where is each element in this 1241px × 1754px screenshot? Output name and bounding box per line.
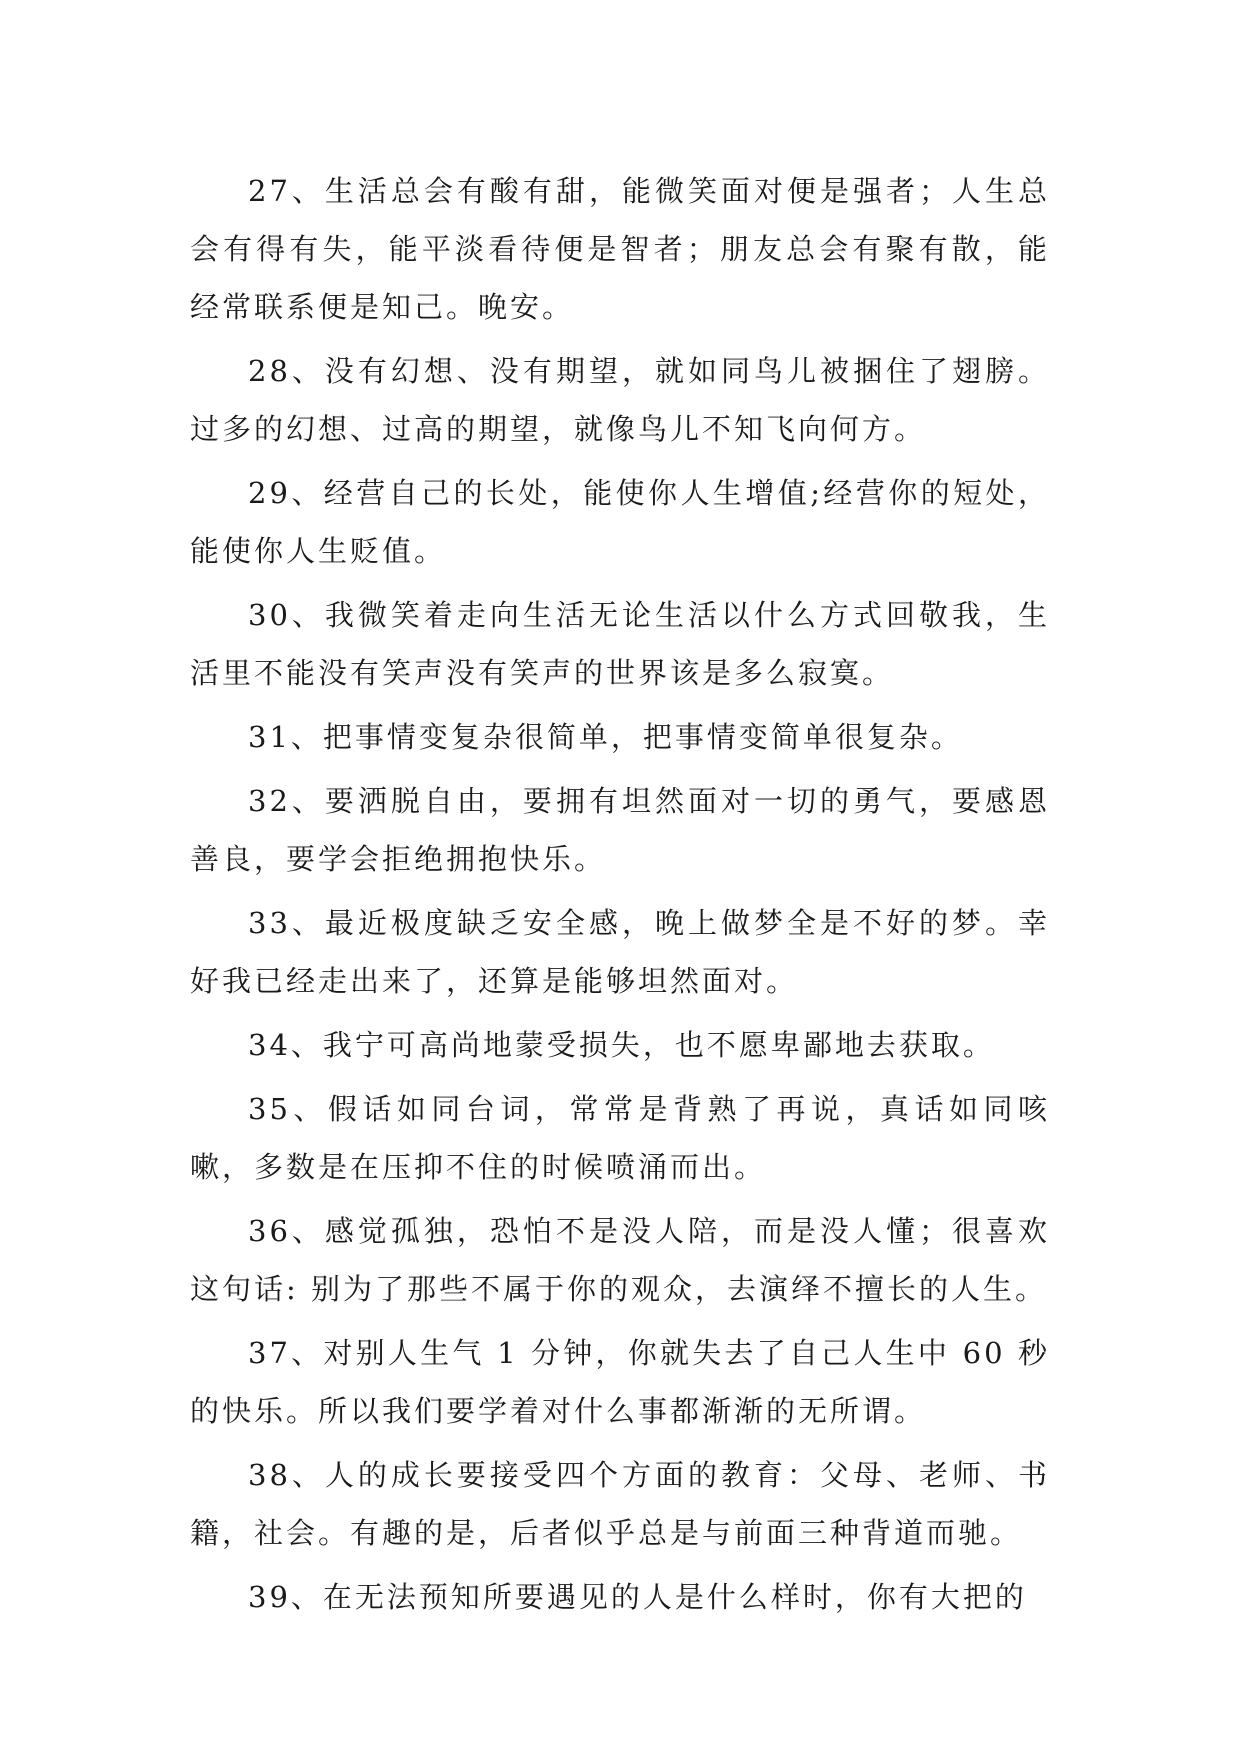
paragraph-39: 39、在无法预知所要遇见的人是什么样时，你有大把的 — [248, 1580, 1027, 1614]
paragraph-38: 38、人的成长要接受四个方面的教育：父母、老师、书籍，社会。有趣的是，后者似乎总是与前面三种背道而驰。 — [190, 1458, 1050, 1550]
paragraph-33: 33、最近极度缺乏安全感，晚上做梦全是不好的梦。幸好我已经走出来了，还算是能够坦然面对。 — [190, 906, 1050, 998]
paragraph-29: 29、经营自己的长处，能使你人生增值;经营你的短处，能使你人生贬值。 — [190, 476, 1050, 568]
paragraph-34: 34、我宁可高尚地蒙受损失，也不愿卑鄙地去获取。 — [248, 1028, 995, 1062]
paragraph-28: 28、没有幻想、没有期望，就如同鸟儿被捆住了翅膀。过多的幻想、过高的期望，就像鸟儿不知飞向何方。 — [190, 354, 1050, 446]
paragraph-35: 35、假话如同台词，常常是背熟了再说，真话如同咳嗽，多数是在压抑不住的时候喷涌而出。 — [190, 1092, 1050, 1184]
paragraph-27: 27、生活总会有酸有甜，能微笑面对便是强者；人生总会有得有失，能平淡看待便是智者；朋友总会有聚有散，能经常联系便是知己。晚安。 — [190, 174, 1050, 324]
paragraph-32: 32、要洒脱自由，要拥有坦然面对一切的勇气，要感恩善良，要学会拒绝拥抱快乐。 — [190, 784, 1050, 876]
paragraph-37: 37、对别人生气 1 分钟，你就失去了自己人生中 60 秒的快乐。所以我们要学着对什么事都渐渐的无所谓。 — [190, 1336, 1050, 1428]
paragraph-30: 30、我微笑着走向生活无论生活以什么方式回敬我，生活里不能没有笑声没有笑声的世界该是多么寂寞。 — [190, 598, 1050, 690]
paragraph-36: 36、感觉孤独，恐怕不是没人陪，而是没人懂；很喜欢这句话: 别为了那些不属于你的观众，去演绎不擅长的人生。 — [190, 1214, 1050, 1306]
document-body — [190, 162, 1050, 1632]
paragraph-31: 31、把事情变复杂很简单，把事情变简单很复杂。 — [248, 720, 963, 754]
